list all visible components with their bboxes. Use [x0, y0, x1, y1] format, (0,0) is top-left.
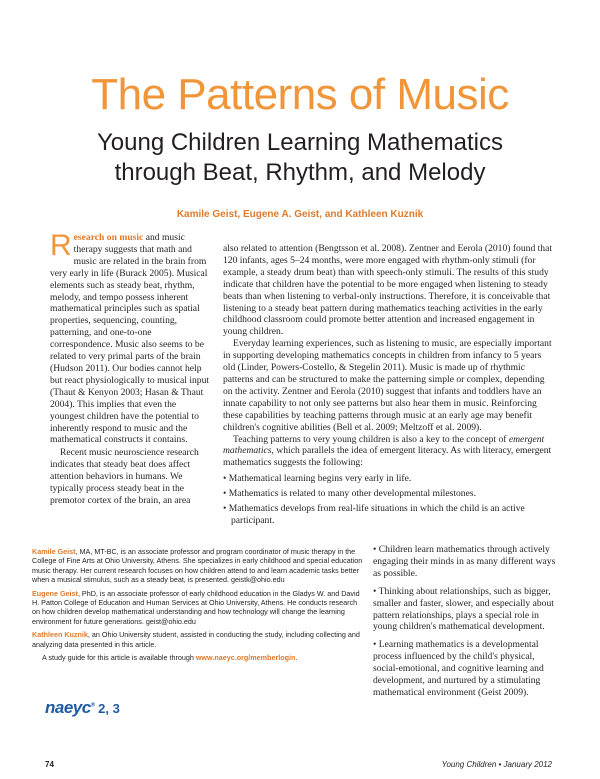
bio-name: Eugene Geist: [32, 588, 78, 598]
naeyc-logo: naeyc: [45, 698, 91, 717]
bio-name: Kamile Geist: [32, 547, 76, 556]
bio-text: , MA, MT-BC, is an associate professor and program coordinator of music therapy in the College of Fine Arts at Ohio University, Athens. She specializes in early childhood and special education music therapy. Her current research focuses on how children attend to and learn academic tasks better when a musical stimulus, such as a steady beat, is presented. geistk@ohio.edu: [32, 547, 363, 585]
bio-kamile: [32, 547, 366, 585]
right-paragraph-1: also related to attention (Bengtsson et al. 2008). Zentner and Eerola (2010) found that 120 infants, ages 5–24 months, were more engaged with rhythm-only stimuli (for example, a steady drum beat) than with speech-only stimuli. The results of this study indicate that children have the potential to be more engaged when listening to steady beats than when listening to verbal-only instructions. Therefore, it is conceivable that listening to a steady beat pattern during mathematics teaching activities in the early childhood classroom could promote better attention and increased engagement in young children.: [223, 243, 553, 338]
bio-name: Kathleen Kuznik: [32, 630, 88, 640]
paragraph-text: Teaching patterns to very young children is also a key to the concept of: [233, 433, 509, 445]
list-item: • Thinking about relationships, such as bigger, smaller and faster, slower, and especially about pattern relationships, plays a special role in young children's mathematical development.: [373, 585, 554, 633]
page-number: 74: [45, 760, 54, 769]
list-item: • Mathematics develops from real-life situations in which the child is an active participant.: [223, 503, 525, 526]
subtitle-line-1: Young Children Learning Mathematics: [96, 129, 504, 156]
list-item: • Children learn mathematics through actively engaging their minds in as many different ways as possible.: [373, 544, 556, 579]
right-paragraph-3: [223, 434, 554, 470]
author-bios: [32, 547, 366, 666]
article-subtitle: [0, 128, 600, 188]
right-column: [223, 243, 554, 530]
list-item: • Mathematics is related to many other developmental milestones.: [223, 488, 476, 500]
study-guide-note: [32, 653, 366, 662]
side-bullet-list: [373, 544, 556, 705]
bullet-list: [223, 473, 554, 527]
guide-text: A study guide for this article is available through: [42, 653, 196, 663]
subtitle-line-2: through Beat, Rhythm, and Melody: [114, 159, 486, 186]
bio-text: , PhD, is an associate professor of early childhood education in the Gladys W. and David H. Patton College of Education and Human Services at Ohio University, Athens. He conducts research on how children develop mathematical understanding and how technology will change the learning environment for future generations. geist@ohio.edu: [32, 588, 360, 626]
left-paragraph-2: Recent music neuroscience research indicates that steady beat does affect attention behaviors in humans. We typically process steady beat in the premotor cortex of the brain, an area: [50, 447, 199, 506]
paragraph-text: , which parallels the idea of emergent literacy. As with literacy, emergent mathematics suggests the following:: [223, 445, 552, 469]
list-item: • Mathematical learning begins very early in life.: [223, 473, 412, 485]
member-login-link[interactable]: www.naeyc.org/memberlogin: [195, 653, 296, 663]
registered-mark: ®: [90, 702, 96, 709]
guide-text-end: .: [295, 653, 298, 663]
left-paragraph-1: [50, 229, 210, 446]
naeyc-standards-badge: [45, 698, 120, 718]
drop-cap: R: [50, 229, 72, 262]
left-column: [50, 229, 210, 507]
right-paragraph-2: Everyday learning experiences, such as listening to music, are especially important in supporting developing mathematics concepts in children from infancy to 5 years old (Linder, Powers-Costello, & Stegelin 2011). Music is made up of rhythmic patterns and can be structured to make the patterning simple or complex, depending on the activity. Zentner and Eerola (2010) suggest that infants and toddlers have an innate capability to not only see patterns but also hear them in music. Reinforcing these capabilities by teaching patterns through music at an early age may benefit children's cognitive abilities (Bell et al. 2009; Meltzoff et al. 2009).: [223, 338, 552, 433]
bio-eugene: [32, 589, 366, 627]
standards-numbers: 2, 3: [98, 701, 120, 716]
article-title: The Patterns of Music: [91, 70, 509, 119]
author-byline: Kamile Geist, Eugene A. Geist, and Kathleen Kuznik: [176, 209, 424, 220]
bio-kathleen: [32, 630, 366, 649]
bio-text: , an Ohio University student, assisted in conducting the study, including collecting and analyzing data presented in this article.: [32, 630, 360, 649]
paragraph-text: and music therapy suggests that math and music are related in the brain from very early in life (Burack 2005). Musical elements such as steady beat, rhythm, melody, and tempo possess inherent mathematical principles such as spatial properties, sequencing, counting, patterning, and one-to-one correspondence. Music also seems to be related to very primal parts of the brain (Hudson 2011). Our bodies cannot help but react physiologically to musical input (Thaut & Kenyon 2003; Hasan & Thaut 2004). This implies that even the youngest children have the potential to inherently respond to music and the mathematical constructs it contains.: [50, 232, 210, 446]
list-item: • Learning mathematics is a developmental process influenced by the child's physical, social-emotional, and cognitive learning and development, and nurtured by a stimulating mathematical environment (Geist 2009).: [373, 639, 544, 698]
emphasis-text: emergent mathematics: [223, 433, 545, 457]
journal-issue: Young Children • January 2012: [441, 760, 552, 769]
lead-in-text: esearch on music: [73, 232, 144, 243]
